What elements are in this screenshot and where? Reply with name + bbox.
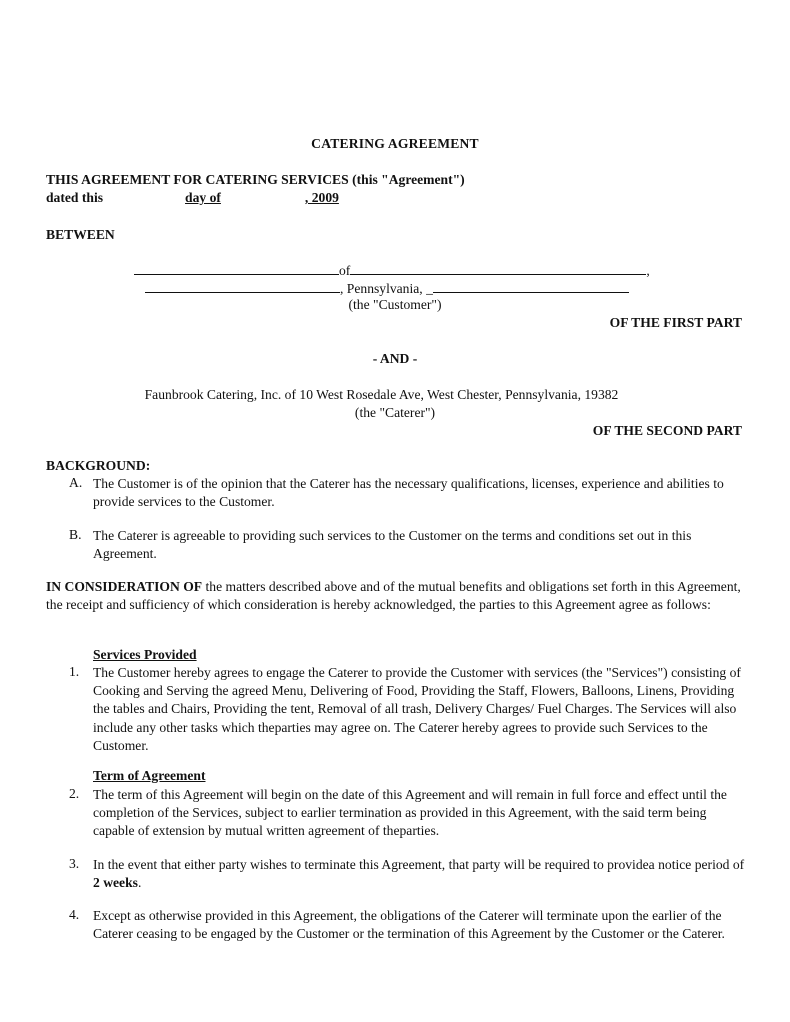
document-title: CATERING AGREEMENT bbox=[311, 136, 479, 151]
consideration-lead: IN CONSIDERATION OF bbox=[46, 579, 203, 594]
state-label: , Pennsylvania, _ bbox=[340, 281, 433, 296]
and-separator: - AND - bbox=[372, 351, 418, 366]
section-heading-term: Term of Agreement bbox=[93, 768, 206, 783]
date-fill-field[interactable] bbox=[103, 190, 339, 205]
second-part-label: OF THE SECOND PART bbox=[592, 423, 742, 438]
clause-number: 2. bbox=[69, 786, 80, 801]
consideration-text: the matters described above and of the mutual benefits and obligations set forth in this Agreement, the receipt and sufficiency of which consideration is hereby acknowledged, the parties to this Agreement agree as follows: bbox=[46, 579, 741, 613]
consideration-paragraph bbox=[46, 578, 750, 614]
dated-year: , 2009 bbox=[304, 190, 339, 205]
clause-number: 3. bbox=[69, 856, 80, 871]
background-item-text bbox=[93, 527, 748, 563]
comma: , bbox=[646, 263, 650, 278]
notice-period-value: 2 weeks bbox=[93, 875, 138, 891]
clause-text-1: The Customer hereby agrees to engage the Caterer to provide the Customer with services (the "Services") consisting of Cooking and Serving the agreed Menu, Delivering of Food, Providing the Staff, Flowers, Balloons, Linens, Providing the tables and Chairs, Providing the tent, Removal of all trash, Delivery Charges/ Fuel Charges. The Services will also include any other tasks which theparties may agree on. The Caterer hereby agrees to provide such Services to the Customer. bbox=[93, 665, 741, 753]
dated-line bbox=[46, 190, 339, 206]
customer-city-line bbox=[145, 280, 629, 297]
clause-number: 4. bbox=[69, 907, 80, 922]
clause-3-end: . bbox=[137, 875, 142, 891]
background-item-a-text: The Customer is of the opinion that the Caterer has the necessary qualifications, licenses, experience and abilities to provide services to the Customer. bbox=[93, 476, 724, 510]
clause-text-4: Except as otherwise provided in this Agreement, the obligations of the Caterer will terminate upon the earlier of the Caterer ceasing to be engaged by the Customer or the termination of this Agreement by the Customer or the Caterer. bbox=[93, 908, 725, 942]
customer-role: (the "Customer") bbox=[348, 297, 442, 312]
customer-zip-field[interactable] bbox=[433, 280, 629, 293]
section-heading-services: Services Provided bbox=[93, 647, 197, 662]
clause-text-2: The term of this Agreement will begin on the date of this Agreement and will remain in full force and effect until the completion of the Services, subject to earlier termination as provided in this Agreement, with the said term being capable of extension by mutual written agreement of theparties. bbox=[93, 787, 727, 839]
dated-prefix: dated this bbox=[46, 190, 104, 205]
clause-text-3 bbox=[93, 856, 747, 892]
background-item-text bbox=[93, 475, 748, 511]
dated-day-of: day of bbox=[185, 190, 221, 205]
of-label: of bbox=[339, 263, 351, 278]
customer-name-field[interactable] bbox=[134, 262, 339, 275]
background-item-label: B. bbox=[69, 527, 82, 542]
customer-city-field[interactable] bbox=[145, 280, 340, 293]
intro-heading: THIS AGREEMENT FOR CATERING SERVICES (this "Agreement") bbox=[46, 172, 465, 187]
clause-number: 1. bbox=[69, 664, 80, 679]
customer-address-field[interactable] bbox=[350, 262, 646, 275]
between-heading: BETWEEN bbox=[46, 227, 115, 242]
caterer-address: Faunbrook Catering, Inc. of 10 West Rosedale Ave, West Chester, Pennsylvania, 19382 bbox=[144, 387, 619, 402]
background-heading: BACKGROUND: bbox=[46, 458, 151, 473]
caterer-role: (the "Caterer") bbox=[354, 405, 436, 420]
first-part-label: OF THE FIRST PART bbox=[609, 315, 742, 330]
clause-3-text: In the event that either party wishes to terminate this Agreement, that party will be required to providea notice period of bbox=[93, 857, 745, 872]
background-item-b-text: The Caterer is agreeable to providing such services to the Customer on the terms and conditions set out in this Agreement. bbox=[93, 528, 692, 562]
background-item-label: A. bbox=[69, 475, 83, 490]
customer-name-line bbox=[134, 262, 650, 279]
